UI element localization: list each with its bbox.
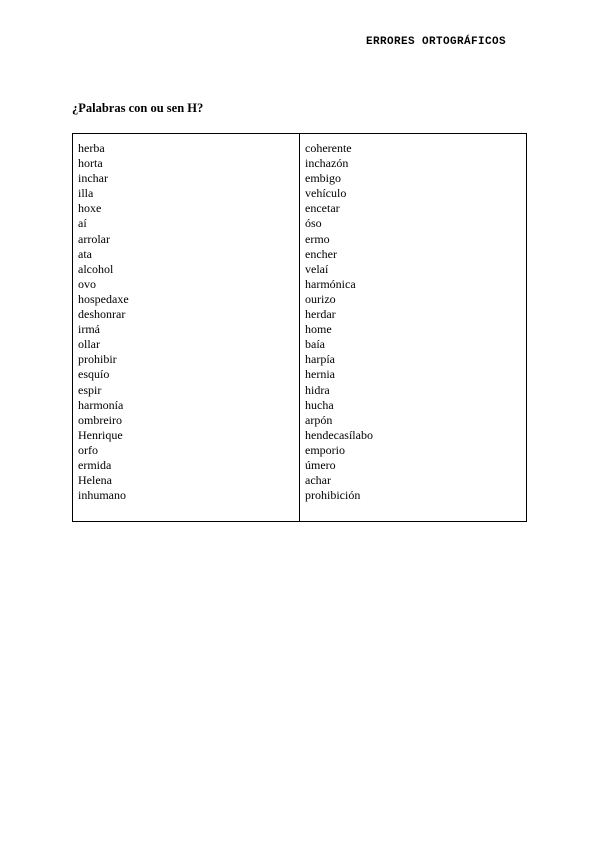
word-item: velaí bbox=[305, 261, 329, 276]
word-item: alcohol bbox=[78, 261, 114, 276]
word-item: harmónica bbox=[305, 276, 356, 291]
word-item: ermo bbox=[305, 231, 330, 246]
word-item: ovo bbox=[78, 276, 96, 291]
word-item: hoxe bbox=[78, 201, 102, 216]
word-item: encetar bbox=[305, 201, 340, 216]
word-item: hernia bbox=[305, 367, 335, 382]
word-item: úmero bbox=[305, 457, 336, 472]
word-column-left bbox=[73, 134, 300, 521]
word-list-right bbox=[305, 141, 526, 503]
word-item: ourizo bbox=[305, 291, 336, 306]
word-item: hidra bbox=[305, 382, 330, 397]
word-item: prohibir bbox=[78, 352, 117, 367]
word-item: herdar bbox=[305, 307, 336, 322]
word-list-left bbox=[78, 141, 299, 503]
word-item: Helena bbox=[78, 473, 112, 488]
word-item: illa bbox=[78, 186, 94, 201]
word-item: hendecasílabo bbox=[305, 427, 373, 442]
word-item: harmonía bbox=[78, 397, 124, 412]
word-item: prohibición bbox=[305, 488, 361, 503]
page-header-title: ERRORES ORTOGRÁFICOS bbox=[366, 36, 507, 48]
word-item: óso bbox=[305, 216, 322, 231]
word-item: irmá bbox=[78, 322, 100, 337]
word-item: herba bbox=[78, 141, 105, 155]
word-item: espir bbox=[78, 382, 102, 397]
word-item: ombreiro bbox=[78, 412, 122, 427]
word-item: ata bbox=[78, 246, 92, 261]
word-item: vehículo bbox=[305, 186, 347, 201]
word-item: inhumano bbox=[78, 488, 126, 503]
word-item: emporio bbox=[305, 442, 345, 457]
word-item: home bbox=[305, 322, 332, 337]
word-item: embigo bbox=[305, 171, 341, 186]
word-item: achar bbox=[305, 473, 331, 488]
word-item: orfo bbox=[78, 442, 98, 457]
question-heading: ¿Palabras con ou sen H? bbox=[72, 101, 204, 115]
word-item: ollar bbox=[78, 337, 100, 352]
word-item: ermida bbox=[78, 457, 112, 472]
word-item: hospedaxe bbox=[78, 291, 129, 306]
word-table bbox=[72, 133, 527, 522]
word-item: encher bbox=[305, 246, 337, 261]
word-column-right bbox=[300, 134, 526, 521]
word-item: deshonrar bbox=[78, 307, 126, 322]
word-item: esquío bbox=[78, 367, 110, 382]
word-item: Henrique bbox=[78, 427, 123, 442]
word-item: inchar bbox=[78, 171, 108, 186]
word-item: arrolar bbox=[78, 231, 110, 246]
word-item: inchazón bbox=[305, 156, 349, 171]
word-item: harpía bbox=[305, 352, 335, 367]
word-item: aí bbox=[78, 216, 87, 231]
word-item: coherente bbox=[305, 141, 352, 155]
word-item: baía bbox=[305, 337, 325, 352]
word-item: horta bbox=[78, 156, 103, 171]
word-item: arpón bbox=[305, 412, 333, 427]
word-item: hucha bbox=[305, 397, 334, 412]
